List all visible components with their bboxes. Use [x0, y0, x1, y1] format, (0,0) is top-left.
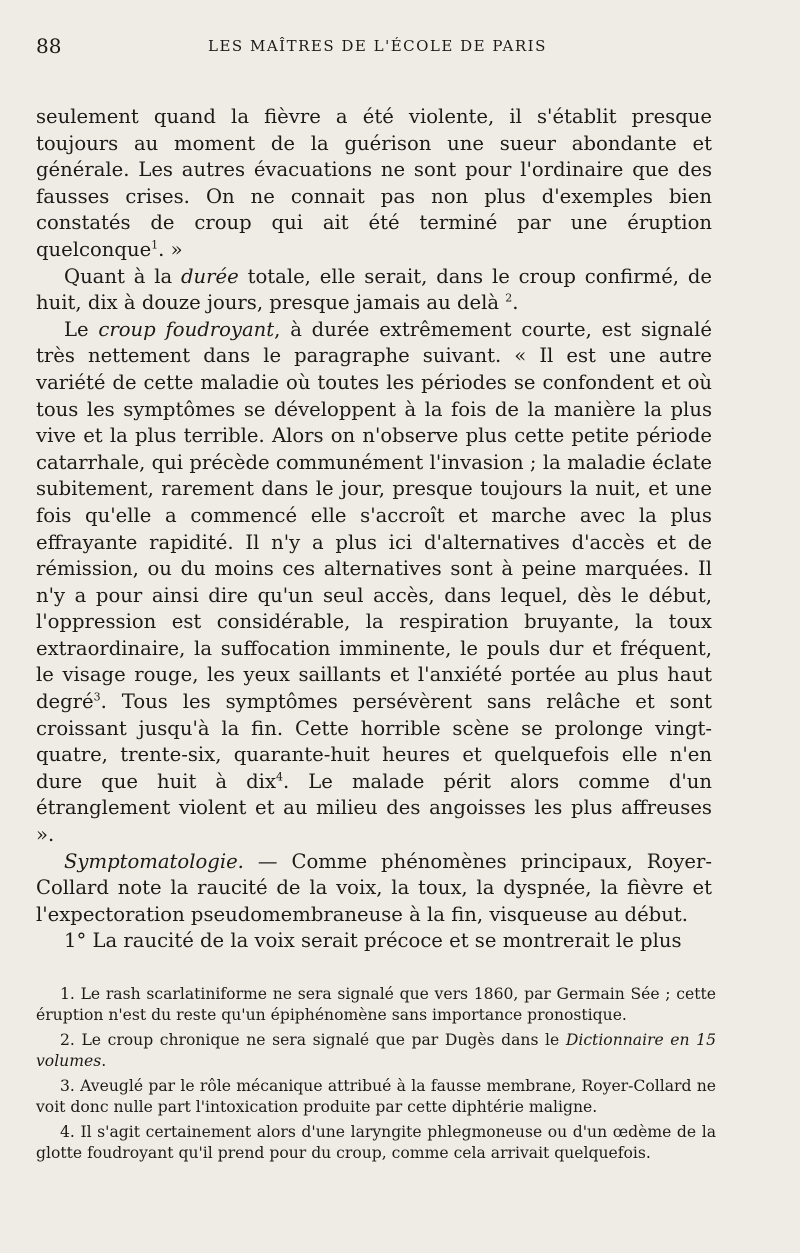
italic-term-duree: durée	[181, 264, 239, 288]
paragraph-raucite	[36, 928, 712, 955]
footnote-3: 3. Aveuglé par le rôle mécanique attribué à la fausse membrane, Royer-Collard ne voit donc nulle part l'intoxication produite par cette diphtérie maligne.	[36, 1077, 716, 1116]
section-heading-symptomatologie: Symptomatologie.	[64, 849, 244, 873]
running-head	[36, 30, 744, 60]
paragraph-text: Quant à la	[64, 264, 182, 288]
footnote-4: 4. Il s'agit certainement alors d'une laryngite phlegmoneuse ou d'un œdème de la glotte foudroyant qu'il prend pour du croup, comme cela arrivait quelquefois.	[36, 1123, 716, 1162]
paragraph-text-tail: . »	[158, 237, 183, 261]
running-title: LES MAÎTRES DE L'ÉCOLE DE PARIS	[208, 37, 547, 55]
footnote-ref-1[interactable]: 1	[151, 238, 159, 252]
paragraph-text: , à durée extrêmement courte, est signalé très nettement dans le paragraphe suivant. « Il est une autre variété de cette maladie où toutes les périodes se confondent et où tous les symptômes se développent à la fois de la manière la plus vive et la plus terrible. Alors on n'observe plus cette petite période catarrhale, qui précède communément l'invasion ; la maladie éclate subitement, rarement dans le jour, presque toujours la nuit, et une fois qu'elle a commencé elle s'accroît et marche avec la plus effrayante rapidité. Il n'y a plus ici d'alternatives d'accès et de rémission, ou du moins ces alternatives sont à peine marquées. Il n'y a pour ainsi dire qu'un seul accès, dans lequel, dès le début, l'oppression est considérable, la respiration bruyante, la toux extraordinaire, la suffocation imminente, le pouls dur et fréquent, le visage rouge, les yeux saillants et l'anxiété portée au plus haut degré	[36, 317, 712, 714]
italic-title-dictionnaire: Dictionnaire en 15 volumes	[36, 1031, 716, 1070]
footnote-2	[36, 1030, 716, 1072]
paragraph-text: . Tous les symptômes persévèrent sans relâche et sont croissant jusqu'à la fin. Cette horrible scène se prolonge vingt-quatre, trente-six, quarante-huit heures et quelquefois elle n'en dure que huit à dix	[36, 690, 712, 793]
paragraph-fever-crises	[36, 104, 712, 264]
paragraph-croup-foudroyant	[36, 317, 712, 849]
body-text	[36, 104, 712, 955]
footnote-ref-2[interactable]: 2	[505, 291, 513, 305]
footnote-text-tail: .	[101, 1052, 107, 1070]
paragraph-text: 1° La raucité de la voix serait précoce et se montrerait le plus	[64, 929, 682, 953]
italic-term-croup-foudroyant: croup foudroyant	[98, 317, 275, 341]
paragraph-text: — Comme phénomènes principaux, Royer-Collard note la raucité de la voix, la toux, la dyspnée, la fièvre et l'expectoration pseudomembraneuse à la fin, visqueuse au début.	[36, 849, 712, 926]
paragraph-symptomatologie	[36, 849, 712, 929]
paragraph-text-tail: .	[512, 291, 519, 315]
footnotes	[36, 984, 716, 1164]
footnote-text: 2. Le croup chronique ne sera signalé que par Dugès dans le	[60, 1031, 566, 1049]
paragraph-duration	[36, 264, 712, 317]
footnote-ref-3[interactable]: 3	[93, 690, 101, 704]
paragraph-text: Le	[64, 317, 99, 341]
page-number: 88	[36, 34, 62, 58]
paragraph-text: seulement quand la fièvre a été violente, il s'établit presque toujours au moment de la guérison une sueur abondante et générale. Les autres évacuations ne sont pour l'ordinaire que des fausses crises. On ne connait pas non plus d'exemples bien constatés de croup qui ait été terminé par une éruption quelconque	[36, 105, 712, 261]
footnote-ref-4[interactable]: 4	[276, 770, 284, 784]
footnote-1: 1. Le rash scarlatiniforme ne sera signalé que vers 1860, par Germain Sée ; cette éruption n'est du reste qu'un épiphénomène sans importance pronostique.	[36, 985, 716, 1024]
paragraph-text-tail: . Le malade périt alors comme d'un étranglement violent et au milieu des angoisses les plus affreuses ».	[36, 769, 713, 847]
paragraph-text: totale, elle serait, dans le croup confirmé, de huit, dix à douze jours, presque jamais au delà	[36, 264, 712, 315]
